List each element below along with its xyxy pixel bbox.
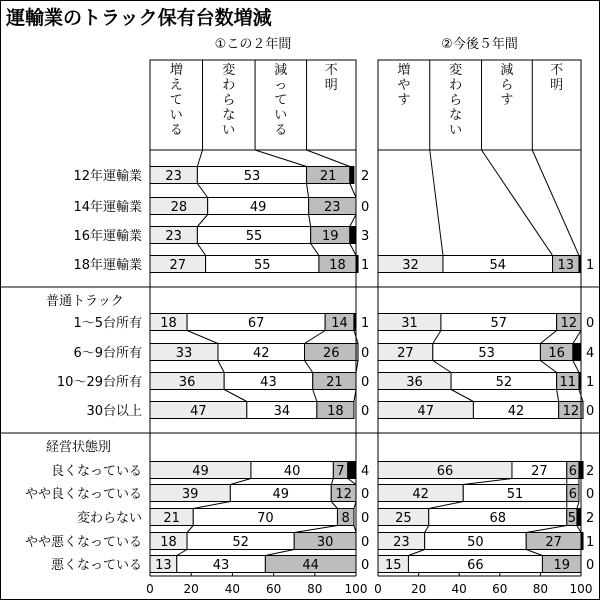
data-label-p0-r2-s1: 55: [245, 229, 263, 244]
legend-label-1-3: 不明: [550, 63, 564, 93]
legend-label-1-0: 増やす: [397, 63, 411, 108]
data-label-p0-r12-s3: 0: [361, 558, 370, 573]
x-tick-label-1-2: 40: [451, 582, 467, 596]
data-label-p1-r7-s1: 68: [489, 511, 507, 526]
legend-connector-0-2: [255, 150, 307, 167]
data-label-p0-r11-s1: 52: [232, 535, 249, 550]
data-label-p1-r9-s2: 19: [553, 558, 570, 573]
bar-segment-p0-r2-s3: [350, 227, 356, 244]
data-label-p1-r8-s2: 27: [545, 535, 562, 550]
row-connector-p0-r11-1: [294, 526, 337, 533]
row-label-5: 6～9台所有: [73, 346, 142, 361]
legend-label-0-1: 変わらない: [222, 63, 236, 138]
data-label-p1-r0-s0: 32: [402, 258, 419, 273]
x-tick-label-0-3: 60: [265, 582, 282, 596]
x-tick-label-0-0: 0: [146, 582, 154, 596]
row-connector-p0-r7-1: [313, 390, 317, 402]
row-connector-p0-r6-1: [305, 361, 313, 373]
data-label-p0-r10-s3: 0: [361, 511, 370, 526]
row-connector-p1-r9-0: [408, 550, 424, 556]
data-label-p0-r3-s1: 55: [253, 258, 271, 273]
data-label-p1-r8-s3: 1: [586, 535, 595, 550]
data-label-p0-r6-s1: 43: [260, 375, 277, 390]
data-label-p1-r5-s1: 27: [531, 464, 548, 479]
row-label-6: 10～29台所有: [56, 375, 142, 390]
row-label-10: 変わらない: [76, 511, 142, 526]
data-label-p0-r6-s2: 21: [326, 375, 343, 390]
row-label-12: 悪くなっている: [50, 558, 142, 573]
data-label-p0-r4-s3: 1: [361, 316, 370, 331]
row-label-8: 良くなっている: [50, 464, 142, 479]
group-label-2: 経営状態別: [46, 440, 112, 455]
data-label-p1-r8-s1: 50: [467, 535, 484, 550]
data-label-p0-r1-s1: 49: [249, 200, 267, 215]
row-connector-p0-r12-0: [177, 550, 187, 556]
row-connector-p1-r2-2: [573, 331, 581, 344]
data-label-p0-r5-s0: 33: [175, 346, 193, 361]
legend-connector-1-3: [532, 150, 579, 256]
data-label-p0-r9-s1: 49: [272, 487, 290, 502]
data-label-p0-r1-s2: 23: [324, 200, 341, 215]
data-label-p0-r6-s3: 0: [361, 375, 370, 390]
row-connector-p0-r2-2: [350, 215, 356, 227]
row-connector-p1-r7-2: [577, 502, 579, 509]
data-label-p1-r1-s2: 12: [560, 316, 578, 331]
data-label-p1-r3-s1: 52: [495, 375, 513, 390]
data-label-p1-r6-s2: 6: [568, 487, 578, 502]
data-label-p0-r5-s2: 26: [323, 346, 340, 361]
data-label-p1-r3-s3: 1: [586, 375, 595, 390]
data-label-p1-r4-s1: 42: [507, 404, 525, 419]
data-label-p0-r9-s0: 39: [181, 487, 199, 502]
row-connector-p0-r3-2: [350, 244, 356, 256]
data-label-p1-r6-s3: 0: [586, 487, 595, 502]
data-label-p0-r11-s2: 30: [316, 535, 334, 550]
row-connector-p1-r8-0: [425, 526, 429, 533]
data-label-p0-r7-s1: 34: [273, 404, 291, 419]
data-label-p0-r0-s1: 53: [243, 169, 261, 184]
row-label-0: 12年運輸業: [73, 169, 142, 184]
row-connector-p1-r3-0: [433, 361, 451, 373]
data-label-p1-r2-s2: 16: [548, 346, 565, 361]
data-label-p1-r4-s3: 0: [586, 404, 595, 419]
data-label-p1-r3-s0: 36: [406, 375, 423, 390]
data-label-p1-r4-s0: 47: [417, 404, 434, 419]
data-label-p0-r8-s2: 7: [336, 464, 345, 479]
data-label-p0-r1-s0: 28: [170, 200, 188, 215]
data-label-p0-r10-s0: 21: [163, 511, 180, 526]
row-label-11: やや悪くなっている: [24, 535, 142, 550]
row-connector-p0-r9-1: [331, 479, 333, 485]
row-label-4: 1～5台所有: [73, 316, 142, 331]
x-tick-label-0-2: 40: [224, 582, 241, 596]
data-label-p1-r1-s3: 0: [586, 316, 595, 331]
data-label-p0-r8-s3: 4: [361, 464, 370, 479]
data-label-p0-r0-s0: 23: [165, 169, 182, 184]
data-label-p1-r2-s3: 4: [586, 346, 595, 361]
panel-title-1: ②今後５年間: [441, 37, 518, 52]
bar-segment-p0-r0-s3: [350, 167, 354, 184]
panel-title-0: ①この２年間: [214, 37, 292, 52]
x-tick-label-1-3: 60: [492, 582, 508, 596]
data-label-p0-r3-s2: 18: [329, 258, 346, 273]
data-label-p0-r10-s2: 8: [341, 511, 350, 526]
data-label-p0-r8-s0: 49: [192, 464, 209, 479]
data-label-p0-r4-s2: 14: [331, 316, 348, 331]
data-label-p0-r4-s1: 67: [247, 316, 265, 331]
row-connector-p0-r3-1: [311, 244, 319, 256]
data-label-p1-r0-s2: 13: [557, 258, 575, 273]
data-label-p0-r3-s3: 1: [361, 258, 370, 273]
row-connector-p0-r5-0: [187, 331, 218, 344]
row-connector-p0-r2-0: [197, 215, 207, 227]
data-label-p0-r12-s0: 13: [155, 558, 172, 573]
row-label-7: 30台以上: [86, 404, 142, 419]
row-connector-p1-r8-2: [577, 526, 581, 533]
row-connector-p0-r11-0: [187, 526, 193, 533]
row-connector-p0-r3-0: [197, 244, 205, 256]
data-label-p1-r9-s0: 15: [384, 558, 402, 573]
data-label-p1-r5-s2: 6: [568, 464, 578, 479]
x-tick-label-0-4: 80: [307, 582, 323, 596]
data-label-p0-r12-s1: 43: [212, 558, 230, 573]
legend-label-1-1: 変わらない: [449, 63, 463, 138]
legend-connector-1-2: [482, 150, 553, 256]
bar-segment-p1-r2-s3: [573, 344, 581, 361]
bar-segment-p1-r7-s3: [577, 509, 581, 526]
row-connector-p1-r4-0: [451, 390, 473, 402]
data-label-p0-r2-s2: 19: [321, 229, 339, 244]
data-label-p1-r9-s3: 0: [586, 558, 595, 573]
row-connector-p1-r7-0: [429, 502, 464, 509]
data-label-p1-r7-s3: 2: [586, 511, 595, 526]
data-label-p0-r1-s3: 0: [361, 200, 370, 215]
data-label-p0-r5-s3: 0: [361, 346, 370, 361]
data-label-p0-r6-s0: 36: [178, 375, 196, 390]
legend-connector-0-1: [197, 150, 202, 167]
data-label-p1-r0-s3: 1: [586, 258, 595, 273]
legend-label-0-0: 増えている: [169, 63, 183, 138]
data-label-p0-r5-s1: 42: [252, 346, 270, 361]
row-connector-p1-r4-1: [557, 390, 559, 402]
row-connector-p1-r2-0: [433, 331, 441, 344]
data-label-p0-r3-s0: 27: [169, 258, 187, 273]
group-label-1: 普通トラック: [46, 294, 124, 309]
data-label-p1-r7-s2: 5: [567, 511, 577, 526]
data-label-p0-r10-s1: 70: [257, 511, 274, 526]
data-label-p1-r9-s1: 66: [467, 558, 484, 573]
legend-connector-1-1: [430, 150, 443, 256]
data-label-p1-r2-s0: 27: [397, 346, 414, 361]
x-tick-label-1-0: 0: [374, 582, 382, 596]
data-label-p1-r6-s0: 42: [412, 487, 429, 502]
data-label-p1-r2-s1: 53: [478, 346, 495, 361]
row-connector-p0-r12-1: [265, 550, 294, 556]
data-label-p0-r2-s0: 23: [165, 229, 182, 244]
data-label-p0-r11-s3: 0: [361, 535, 370, 550]
row-connector-p0-r9-0: [230, 479, 251, 485]
data-label-p0-r8-s1: 40: [283, 464, 301, 479]
data-label-p0-r11-s0: 18: [160, 535, 177, 550]
row-connector-p0-r10-1: [331, 502, 337, 509]
x-tick-label-1-4: 80: [532, 582, 549, 596]
legend-label-1-2: 減らす: [500, 63, 514, 108]
row-connector-p0-r2-1: [309, 215, 311, 227]
data-label-p1-r7-s0: 25: [395, 511, 412, 526]
data-label-p0-r0-s2: 21: [319, 169, 337, 184]
row-connector-p0-r1-1: [307, 184, 309, 198]
data-label-p1-r5-s0: 66: [436, 464, 454, 479]
x-tick-label-0-5: 100: [344, 582, 368, 596]
row-label-3: 18年運輸業: [73, 258, 142, 273]
row-connector-p1-r2-1: [540, 331, 556, 344]
bar-segment-p0-r8-s3: [348, 462, 356, 479]
data-label-p0-r7-s3: 0: [361, 404, 370, 419]
data-label-p1-r1-s1: 57: [490, 316, 508, 331]
legend-label-0-2: 減っている: [274, 63, 288, 138]
data-label-p0-r4-s0: 18: [160, 316, 177, 331]
row-connector-p1-r3-1: [540, 361, 556, 373]
data-label-p1-r1-s0: 31: [401, 316, 418, 331]
data-label-p1-r0-s1: 54: [489, 258, 507, 273]
row-connector-p1-r9-1: [526, 550, 542, 556]
data-label-p1-r6-s1: 51: [506, 487, 524, 502]
data-label-p0-r12-s2: 44: [302, 558, 319, 573]
row-connector-p0-r7-0: [224, 390, 247, 402]
data-label-p0-r0-s3: 2: [361, 169, 370, 184]
row-connector-p1-r8-1: [526, 526, 567, 533]
x-tick-label-1-1: 20: [410, 582, 427, 596]
row-connector-p1-r6-0: [463, 479, 512, 485]
row-label-1: 14年運輸業: [73, 200, 142, 215]
data-label-p1-r5-s3: 2: [586, 464, 595, 479]
chart-title: 運輸業のトラック保有台数増減: [6, 7, 272, 29]
legend-connector-0-3: [307, 150, 350, 167]
row-connector-p0-r1-0: [197, 184, 207, 198]
data-label-p0-r2-s3: 3: [361, 229, 370, 244]
x-tick-label-1-5: 100: [569, 582, 593, 596]
row-connector-p0-r9-2: [348, 479, 356, 485]
row-connector-p0-r10-0: [193, 502, 230, 509]
row-connector-p0-r5-1: [305, 331, 326, 344]
row-connector-p0-r1-2: [350, 184, 356, 198]
data-label-p1-r3-s2: 11: [559, 375, 577, 390]
data-label-p1-r4-s2: 12: [562, 404, 580, 419]
row-connector-p1-r3-2: [573, 361, 579, 373]
row-label-2: 16年運輸業: [73, 229, 142, 244]
data-label-p0-r7-s2: 18: [327, 404, 344, 419]
data-label-p0-r7-s0: 47: [190, 404, 207, 419]
row-label-9: やや良くなっている: [24, 487, 142, 502]
x-tick-label-0-1: 20: [183, 582, 199, 596]
data-label-p0-r9-s3: 0: [361, 487, 370, 502]
data-label-p0-r9-s2: 12: [335, 487, 352, 502]
row-connector-p0-r6-0: [218, 361, 224, 373]
legend-label-0-3: 不明: [324, 63, 338, 93]
data-label-p1-r8-s0: 23: [393, 535, 410, 550]
